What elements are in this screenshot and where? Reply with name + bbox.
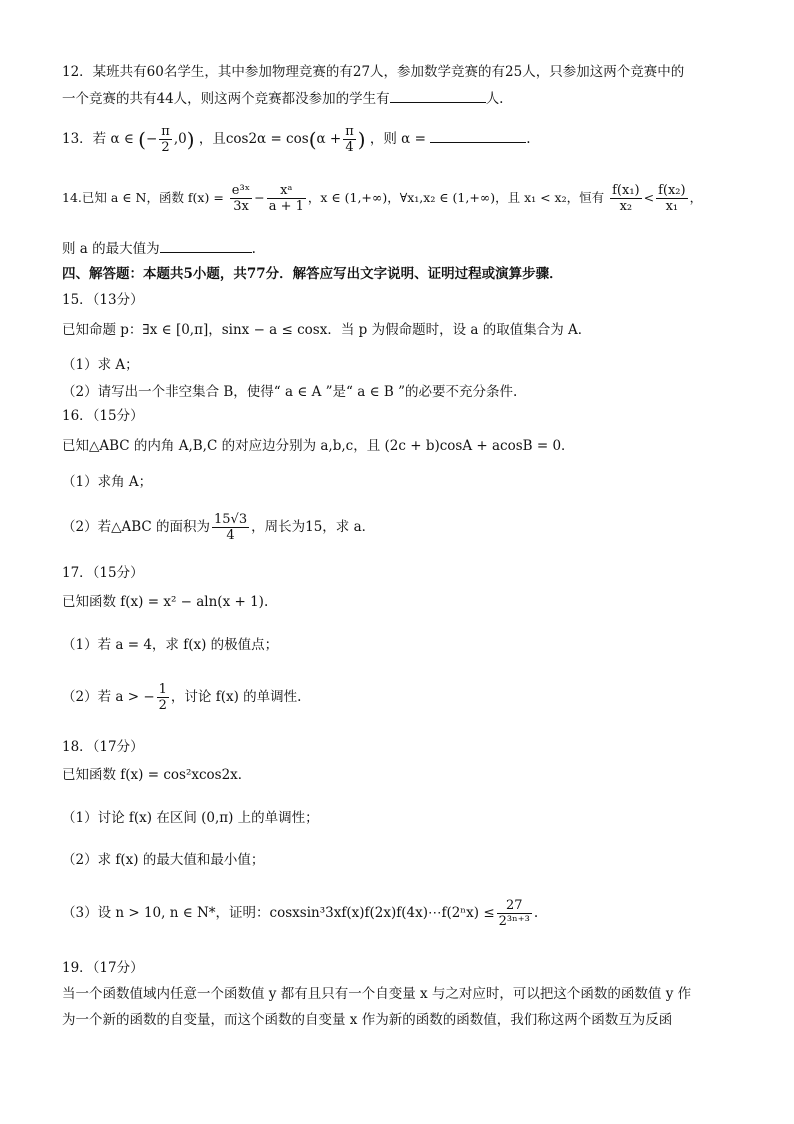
q12-text-3: 人. [485, 91, 504, 107]
q12-answer-blank[interactable] [390, 88, 486, 103]
q19-text-2: 为一个新的函数的自变量，而这个函数的自变量 x 作为新的函数的函数值，我们称这两个函数互为反函 [62, 1012, 673, 1028]
q14-f3-num: f(x₁) [612, 183, 640, 198]
q18-head-text: 18．（17分） [62, 739, 144, 755]
q16-head [62, 406, 742, 426]
q16-part1-text: （1）求角 A； [62, 474, 153, 490]
q19-line1 [62, 984, 742, 1004]
q17-frac-num: 1 [158, 682, 167, 697]
q13-frac-num: π [161, 124, 170, 139]
q18-frac-den: 2³ⁿ⁺³ [498, 914, 530, 929]
q17-frac-den: 2 [158, 698, 167, 713]
q14-minus: − [254, 190, 265, 205]
q14-answer-blank[interactable] [160, 238, 252, 253]
q17-stem-text: 已知函数 f(x) = x² − aln(x + 1). [62, 594, 269, 610]
q14-mid: ，x ∈ (1,+∞)，∀x₁,x₂ ∈ (1,+∞)，且 x₁ < x₂，恒有 [307, 190, 605, 205]
q18-stem [62, 765, 742, 785]
q16-part1 [62, 472, 742, 492]
q17-part1-text: （1）若 a = 4，求 f(x) 的极值点； [62, 637, 279, 653]
q16-part2-text-a: （2）若△ABC 的面积为 [62, 519, 211, 535]
q13-neg: − [145, 131, 158, 147]
q17-part2-text-b: ，讨论 f(x) 的单调性. [170, 689, 302, 705]
q13-end: . [526, 131, 531, 147]
q14-line2 [62, 238, 742, 259]
q13-paren-open: ( [138, 127, 146, 152]
q14-f4-den: x₁ [665, 199, 679, 214]
q18-part3 [62, 898, 742, 929]
q14-f4-num: f(x₂) [658, 183, 686, 198]
q16-stem-text: 已知△ABC 的内角 A,B,C 的对应边分别为 a,b,c，且 (2c + b)cosA + acosB = 0． [62, 438, 575, 454]
q14-end: ， [689, 190, 703, 205]
q16-frac [212, 512, 249, 543]
q16-stem [62, 436, 742, 456]
q13-paren-close: ) [186, 127, 195, 152]
q12-text-2: 一个竞赛的共有44人，则这两个竞赛都没参加的学生有 [62, 91, 390, 107]
q13-frac-2 [343, 124, 356, 155]
q15-stem [62, 320, 742, 340]
q18-frac [497, 898, 532, 929]
q18-part2 [62, 850, 742, 870]
q14-frac-2 [267, 183, 306, 214]
q14-f1-den: 3x [233, 199, 249, 214]
q12-text-1: 12．某班共有60名学生，其中参加物理竞赛的有27人，参加数学竞赛的有25人，只参加这两个竞赛中的 [62, 64, 685, 80]
q14-text-3: . [251, 241, 256, 257]
q19-line2 [62, 1010, 742, 1030]
q12-line2 [62, 88, 742, 109]
q18-part2-text: （2）求 f(x) 的最大值和最小值； [62, 852, 265, 868]
q15-part1 [62, 355, 742, 375]
q14-line1 [62, 183, 742, 214]
q18-part1-text: （1）讨论 f(x) 在区间 (0,π) 上的单调性； [62, 810, 319, 826]
q18-part3-text-b: . [533, 905, 539, 921]
q13-zero: ,0 [173, 131, 187, 147]
q13-frac2-num: π [345, 124, 354, 139]
q15-head [62, 290, 742, 310]
q13-mid: ，且cos2α = cos [198, 131, 309, 147]
q13-prefix: 13．若 α ∈ [62, 131, 134, 147]
q13-answer-blank[interactable] [430, 128, 526, 143]
q17-part2 [62, 682, 742, 713]
q13-suffix: ，则 α = [369, 131, 426, 147]
q14-frac-4 [656, 183, 688, 214]
section-heading-text: 四、解答题：本题共5小题，共77分．解答应写出文字说明、证明过程或演算步骤． [62, 266, 563, 282]
q16-part2 [62, 512, 742, 543]
q18-stem-text: 已知函数 f(x) = cos²xcos2x． [62, 767, 252, 783]
q16-frac-den: 4 [226, 528, 235, 543]
q15-part2 [62, 382, 742, 402]
q19-text-1: 当一个函数值域内任意一个函数值 y 都有且只有一个自变量 x 与之对应时，可以把这个函数的函数值 y 作 [62, 986, 692, 1002]
q18-part3-text-a: （3）设 n > 10, n ∈ N*，证明：cosxsin³3xf(x)f(2x)f(4x)⋯f(2ⁿx) ≤ [62, 905, 495, 921]
q13-alpha-plus: α + [316, 131, 342, 147]
q14-frac-3 [610, 183, 642, 214]
q15-head-text: 15．（13分） [62, 292, 144, 308]
section-heading [62, 264, 742, 284]
q13-paren-close-2: ) [357, 127, 366, 152]
q13-frac [159, 124, 172, 155]
q14-f3-den: x₂ [619, 199, 633, 214]
q14-f1-num: e³ˣ [231, 183, 251, 198]
q13-line [62, 124, 742, 155]
q13-frac-den: 2 [161, 140, 170, 155]
q14-prefix: 14.已知 a ∈ N，函数 f(x) = [62, 190, 224, 205]
q17-head-text: 17．（15分） [62, 565, 144, 581]
q14-f2-num: xᵃ [267, 183, 306, 199]
q17-head [62, 563, 742, 583]
q14-f2-den: a + 1 [268, 199, 304, 214]
q14-lt: < [643, 190, 655, 205]
q15-part1-text: （1）求 A； [62, 357, 139, 373]
q17-part1 [62, 635, 742, 655]
q17-part2-text-a: （2）若 a > − [62, 689, 155, 705]
q13-frac2-den: 4 [345, 140, 354, 155]
q14-frac-1 [230, 183, 252, 214]
q17-frac [157, 682, 169, 713]
q18-frac-num: 27 [497, 898, 532, 914]
q16-frac-num: 15√3 [214, 512, 248, 527]
q15-part2-text: （2）请写出一个非空集合 B，使得“ a ∈ A ”是“ a ∈ B ”的必要不充分条件. [62, 384, 518, 400]
q15-stem-text: 已知命题 p：∃x ∈ [0,π]，sinx − a ≤ cosx．当 p 为假命题时，设 a 的取值集合为 A． [62, 322, 592, 338]
q19-head-text: 19．（17分） [62, 960, 144, 976]
q12-line1 [62, 62, 742, 82]
q14-text-2: 则 a 的最大值为 [62, 241, 160, 257]
q17-stem [62, 592, 742, 612]
q18-head [62, 737, 742, 757]
q18-part1 [62, 808, 742, 828]
q16-part2-text-b: ，周长为15，求 a． [251, 519, 376, 535]
q13-paren-open-2: ( [308, 127, 317, 152]
q19-head [62, 958, 742, 978]
q16-head-text: 16．（15分） [62, 408, 144, 424]
